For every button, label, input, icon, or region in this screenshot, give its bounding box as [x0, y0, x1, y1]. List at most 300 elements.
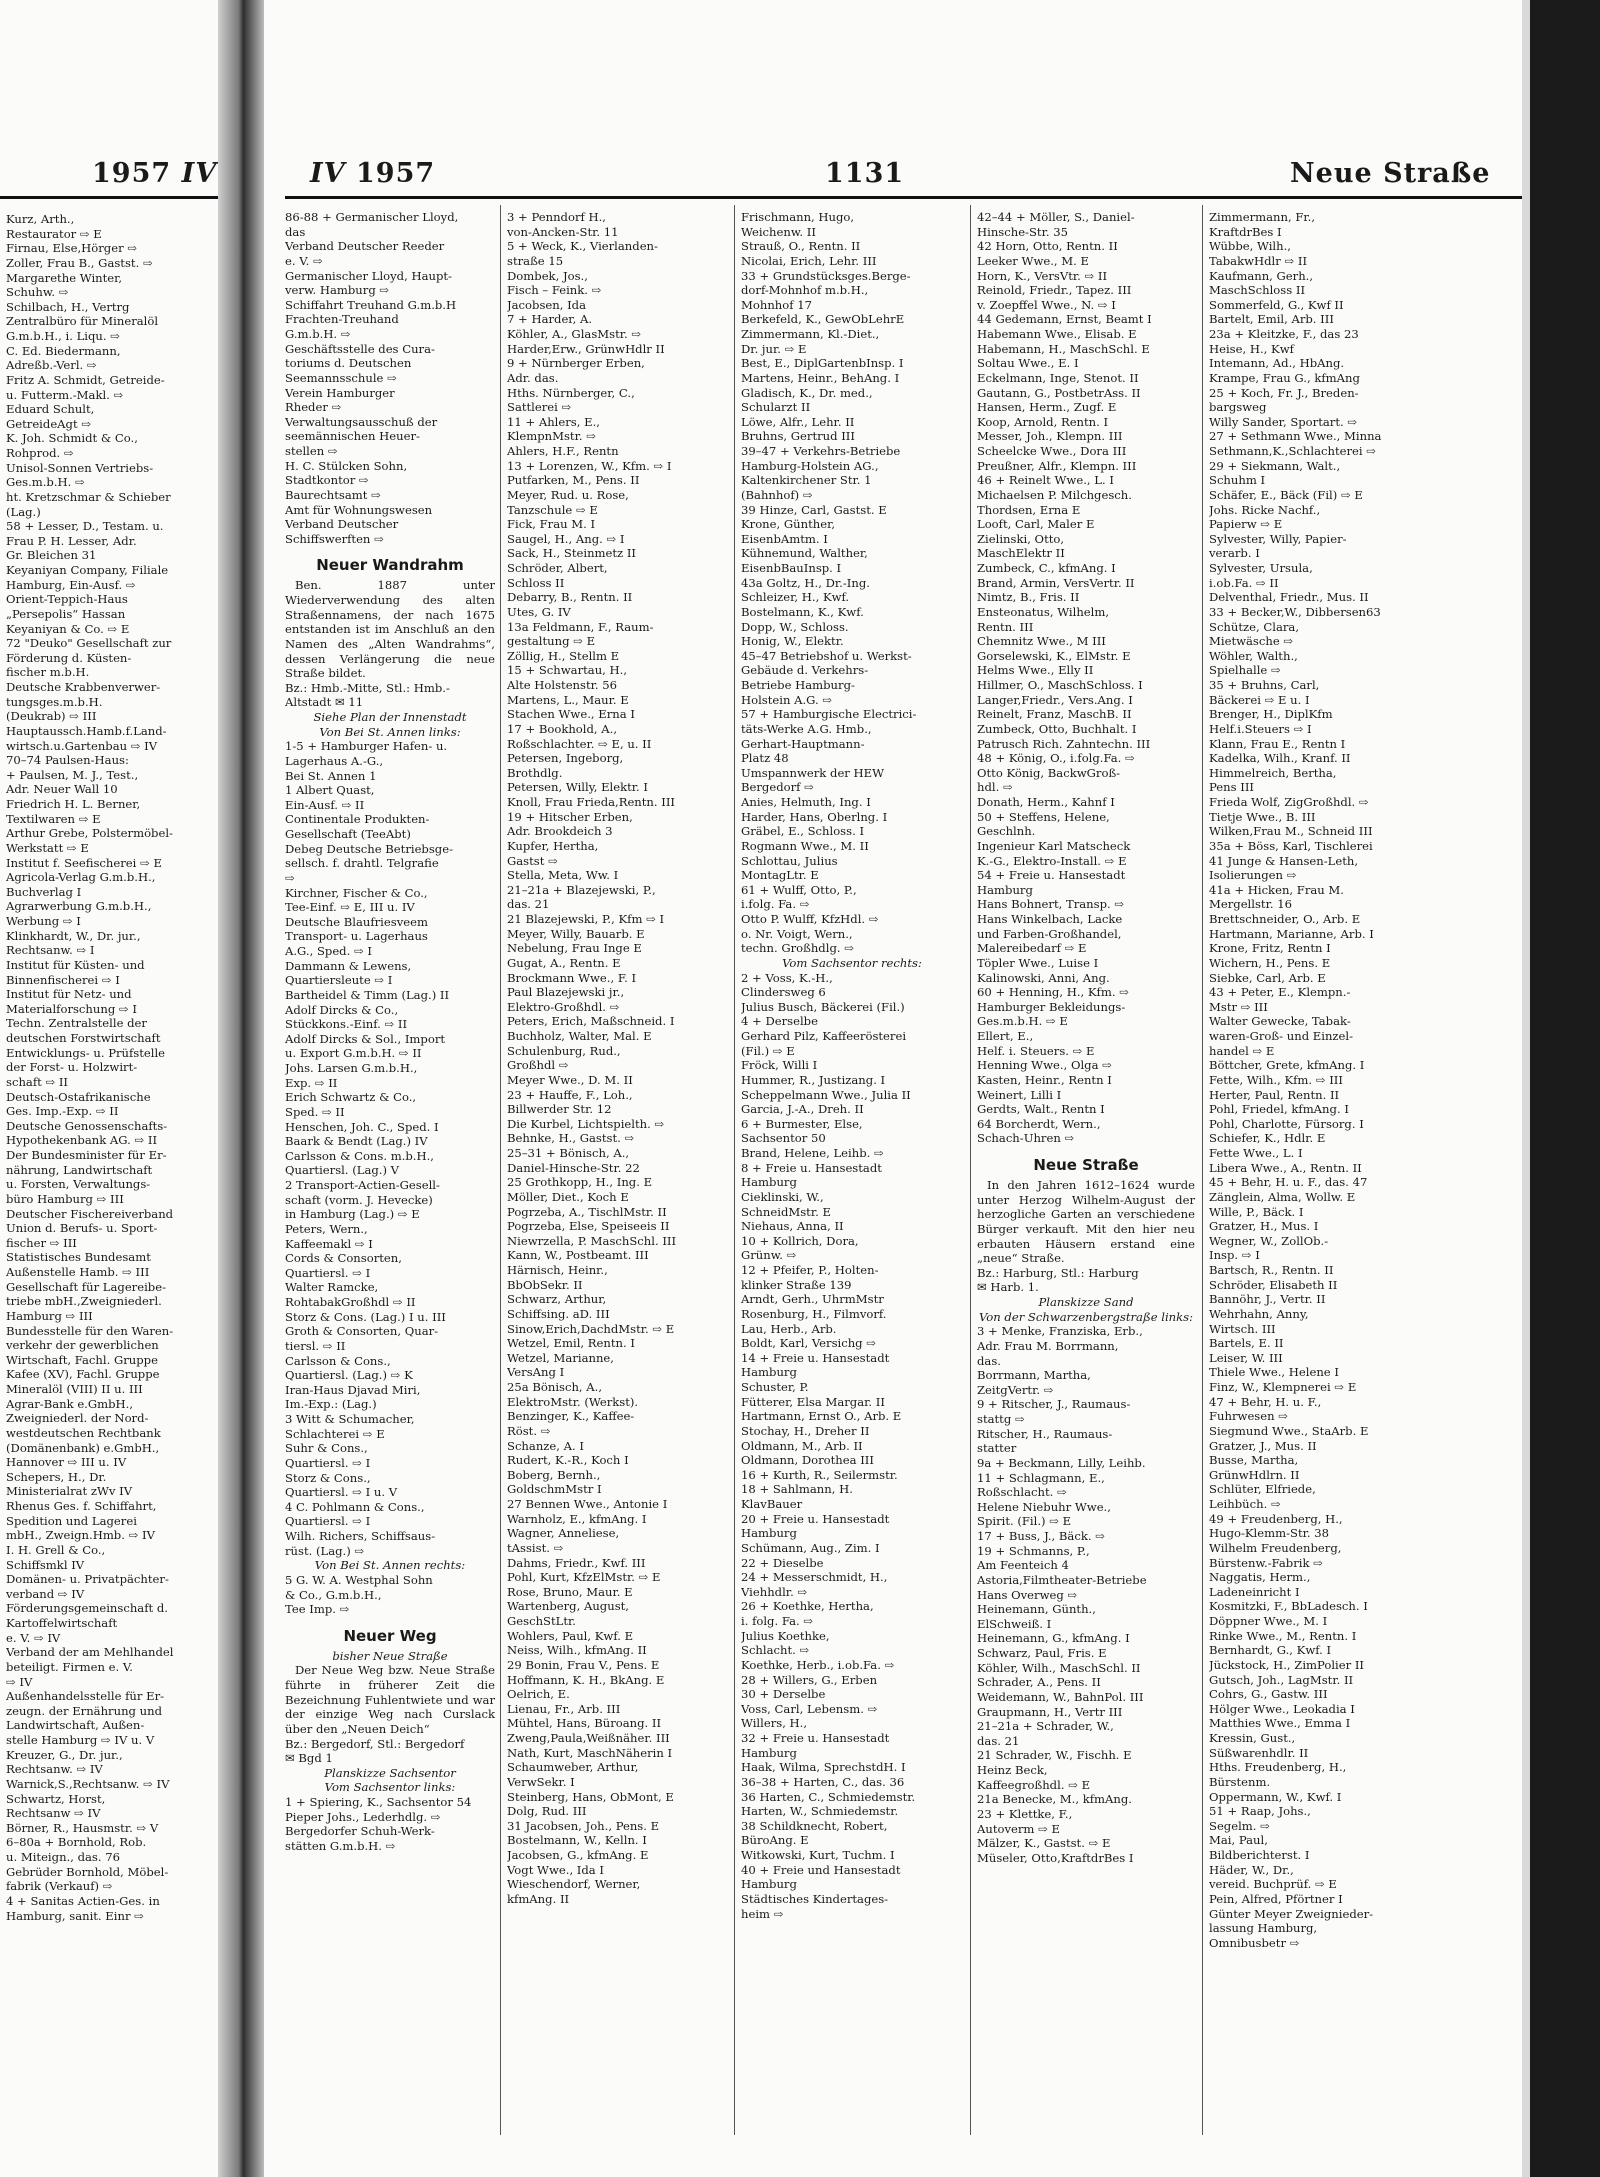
directory-entry: 23 + Hauffe, F., Loh.,	[507, 1087, 633, 1102]
directory-entry: nährung, Landwirtschaft	[6, 1162, 153, 1177]
directory-entry: 49 + Freudenberg, H.,	[1209, 1511, 1343, 1526]
column-divider	[1202, 205, 1203, 2135]
directory-entry: Krampe, Frau G., kfmAng	[1209, 370, 1360, 385]
section-note: Vom Sachsentor rechts:	[782, 955, 922, 970]
directory-entry: Seemannsschule ⇨	[285, 370, 397, 385]
directory-entry: vereid. Buchprüf. ⇨ E	[1209, 1877, 1337, 1892]
directory-entry: KlavBauer	[741, 1497, 803, 1511]
directory-entry: Stachen Wwe., Erna I	[507, 707, 635, 722]
directory-entry: Röst. ⇨	[507, 1423, 551, 1438]
directory-entry: Autoverm ⇨ E	[977, 1821, 1060, 1836]
directory-entry: Schlachterei ⇨ E	[285, 1426, 385, 1441]
directory-entry: Carlsson & Cons. m.b.H.,	[285, 1148, 434, 1163]
directory-entry: Restaurator ⇨ E	[6, 226, 102, 241]
directory-entry: Busse, Martha,	[1209, 1453, 1299, 1468]
directory-entry: v. Zoepffel Wwe., N. ⇨ I	[977, 297, 1116, 312]
directory-entry: Gerhard Pilz, Kaffeerösterei	[741, 1029, 907, 1043]
directory-entry: Wagner, Anneliese,	[507, 1526, 620, 1541]
directory-entry: Schwartz, Horst,	[6, 1791, 106, 1806]
directory-entry: Fuhrwesen ⇨	[1209, 1409, 1288, 1424]
directory-entry: Arndt, Gerh., UhrmMstr	[741, 1292, 884, 1307]
column-1	[285, 210, 495, 2130]
directory-entry: Germanischer Lloyd, Haupt-	[285, 268, 452, 283]
directory-entry: Hugo-Klemm-Str. 38	[1209, 1526, 1330, 1541]
left-header-rule	[0, 196, 218, 199]
directory-entry: Orient-Teppich-Haus	[6, 592, 128, 607]
directory-entry: Firnau, Else,Hörger ⇨	[6, 241, 138, 256]
directory-entry: Statistisches Bundesamt	[6, 1250, 151, 1265]
directory-entry: Debeg Deutsche Betriebsge-	[285, 841, 454, 856]
directory-entry: Hauptaussch.Hamb.f.Land-	[6, 723, 167, 738]
directory-entry: Köhler, Wilh., MaschSchl. II	[977, 1660, 1141, 1675]
directory-entry: Meyer, Rud. u. Rose,	[507, 487, 629, 502]
directory-entry: Wilken,Frau M., Schneid III	[1209, 824, 1373, 839]
directory-entry: Kaltenkirchener Str. 1	[741, 473, 872, 488]
directory-entry: Habemann Wwe., Elisab. E	[977, 327, 1137, 341]
directory-entry: Bartheidel & Timm (Lag.) II	[285, 987, 450, 1002]
directory-entry: BbObSekr. II	[507, 1277, 583, 1292]
directory-entry: Union d. Berufs- u. Sport-	[6, 1221, 158, 1236]
directory-entry: Sped. ⇨ II	[285, 1104, 345, 1119]
directory-entry: u. Export G.m.b.H. ⇨ II	[285, 1046, 422, 1061]
directory-entry: „Persepolis“ Hassan	[6, 606, 126, 621]
directory-entry: Wetzel, Emil, Rentn. I	[507, 1336, 635, 1351]
directory-entry: Frachten-Treuhand	[285, 312, 399, 327]
directory-entry: 58 + Lesser, D., Testam. u.	[6, 519, 164, 534]
street-heading: Neue Straße	[1033, 1156, 1139, 1174]
directory-entry: Rohprod. ⇨	[6, 446, 74, 460]
directory-entry: I. H. Grell & Co.,	[6, 1542, 106, 1557]
directory-entry: 35 + Bruhns, Carl,	[1209, 678, 1320, 692]
directory-entry: Neiss, Wilh., kfmAng. II	[507, 1643, 647, 1658]
directory-entry: Zoller, Frau B., Gastst. ⇨	[6, 255, 153, 270]
directory-entry: Brenger, H., DiplKfm	[1209, 707, 1333, 722]
directory-entry: 24 + Messerschmidt, H.,	[741, 1570, 888, 1585]
directory-entry: Schütze, Clara,	[1209, 619, 1299, 634]
directory-entry: Wieschendorf, Werner,	[507, 1877, 641, 1892]
directory-entry: Ellert, E.,	[977, 1029, 1034, 1043]
directory-entry: Meyer Wwe., D. M. II	[507, 1072, 633, 1087]
directory-entry: lassung Hamburg,	[1209, 1921, 1318, 1936]
directory-entry: Gebäude d. Verkehrs-	[741, 663, 869, 678]
directory-entry: Boberg, Bernh.,	[507, 1467, 601, 1482]
directory-entry: KraftdrBes I	[1209, 224, 1282, 239]
directory-entry: Koethke, Herb., i.ob.Fa. ⇨	[741, 1657, 895, 1672]
directory-entry: Iran-Haus Djavad Miri,	[285, 1382, 421, 1397]
section-note: Planskizze Sachsentor	[324, 1765, 456, 1780]
directory-entry: Klann, Frau E., Rentn I	[1209, 736, 1346, 751]
directory-entry: Bürstenm.	[1209, 1774, 1271, 1789]
directory-entry: 27 Bennen Wwe., Antonie I	[507, 1497, 668, 1511]
directory-entry: Kühnemund, Walther,	[741, 546, 868, 561]
directory-entry: Schwarz, Paul, Fris. E	[977, 1646, 1107, 1660]
directory-entry: Putfarken, M., Pens. II	[507, 473, 640, 488]
directory-entry: Gerhart-Hauptmann-	[741, 736, 865, 751]
directory-entry: Berkefeld, K., GewObLehrE	[741, 312, 905, 327]
directory-entry: Benzinger, K., Kaffee-	[507, 1409, 635, 1424]
directory-entry: Rheder ⇨	[285, 400, 342, 415]
directory-entry: Gr. Bleichen 31	[6, 548, 97, 563]
directory-entry: Mohnhof 17	[741, 297, 812, 312]
directory-entry: H. C. Stülcken Sohn,	[285, 458, 408, 473]
directory-entry: Ges.m.b.H. ⇨	[6, 475, 85, 490]
directory-entry: Brockmann Wwe., F. I	[507, 970, 637, 985]
directory-entry: Malereibedarf ⇨ E	[977, 941, 1087, 956]
directory-entry: Kupfer, Hertha,	[507, 838, 599, 853]
directory-entry: Matthies Wwe., Emma I	[1209, 1716, 1351, 1731]
directory-entry: 48 + König, O., i.folg.Fa. ⇨	[977, 751, 1135, 766]
directory-entry: Im.-Exp.: (Lag.)	[285, 1397, 377, 1412]
directory-entry: Pein, Alfred, Pförtner I	[1209, 1891, 1343, 1906]
directory-entry: i.folg. Fa. ⇨	[741, 897, 810, 912]
directory-entry: Schach-Uhren ⇨	[977, 1131, 1075, 1146]
directory-entry: Anies, Helmuth, Ing. I	[741, 795, 871, 809]
directory-entry: Martens, Heinr., BehAng. I	[741, 370, 900, 385]
directory-entry: Reinelt, Franz, MaschB. II	[977, 707, 1132, 722]
directory-entry: verband ⇨ IV	[6, 1586, 85, 1601]
directory-entry: Hansen, Herm., Zugf. E	[977, 400, 1117, 415]
directory-entry: Paul Blazejewski jr.,	[507, 985, 625, 1000]
directory-entry: ⇨ IV	[6, 1674, 33, 1689]
directory-entry: 20 + Freie u. Hansestadt	[741, 1511, 890, 1526]
directory-entry: 17 + Buss, J., Bäck. ⇨	[977, 1529, 1105, 1543]
directory-entry: 6 + Burmester, Else,	[741, 1116, 863, 1131]
section-note: Von Bei St. Annen links:	[319, 724, 461, 739]
directory-entry: Frischmann, Hugo,	[741, 210, 855, 224]
directory-entry: Deutsch-Ostafrikanische	[6, 1089, 151, 1104]
directory-entry: Rose, Bruno, Maur. E	[507, 1584, 633, 1599]
directory-entry: Fröck, Willi I	[741, 1058, 818, 1073]
directory-entry: Garcia, J.-A., Dreh. II	[741, 1102, 864, 1117]
directory-entry: Wetzel, Marianne,	[507, 1350, 614, 1365]
directory-entry: 43 + Peter, E., Klempn.-	[1209, 985, 1351, 1000]
directory-entry: Clindersweg 6	[741, 985, 826, 1000]
directory-entry: techn. Großhdlg. ⇨	[741, 941, 854, 956]
directory-entry: Schulenburg, Rud.,	[507, 1043, 621, 1058]
directory-entry: Kressin, Gust.,	[1209, 1731, 1296, 1745]
directory-entry: Margarethe Winter,	[6, 270, 123, 285]
directory-entry: Holstein A.G. ⇨	[741, 692, 833, 707]
directory-entry: Mietwäsche ⇨	[1209, 634, 1294, 649]
directory-entry: (Fil.) ⇨ E	[741, 1043, 795, 1058]
directory-entry: Zänglein, Alma, Wollw. E	[1209, 1189, 1356, 1204]
directory-entry: Schilbach, H., Vertrg	[6, 299, 130, 314]
directory-entry: i. folg. Fa. ⇨	[741, 1614, 814, 1628]
directory-entry: seemännischen Heuer-	[285, 429, 420, 444]
directory-entry: Häder, W., Dr.,	[1209, 1862, 1294, 1877]
directory-entry: Verband der am Mehlhandel	[6, 1645, 174, 1660]
directory-entry: Sachsentor 50	[741, 1131, 826, 1146]
directory-entry: 23a + Kleitzke, F., das 23	[1209, 327, 1359, 341]
directory-entry: 23 + Klettke, F.,	[977, 1806, 1073, 1821]
directory-entry: Wirtsch. III	[1209, 1321, 1276, 1336]
directory-entry: 42 Horn, Otto, Rentn. II	[977, 239, 1118, 254]
directory-entry: Adreßb.-Verl. ⇨	[6, 358, 97, 373]
directory-entry: Soltau Wwe., E. I	[977, 356, 1079, 371]
directory-entry: tiersl. ⇨ II	[285, 1338, 346, 1353]
directory-entry: Außenstelle Hamb. ⇨ III	[6, 1265, 150, 1279]
directory-entry: 41 Junge & Hansen-Leth,	[1209, 853, 1359, 868]
directory-entry: Kurz, Arth.,	[6, 212, 75, 226]
directory-entry: 41a + Hicken, Frau M.	[1209, 882, 1344, 897]
directory-entry: Hamburg	[977, 882, 1033, 897]
directory-entry: Oppermann, W., Kwf. I	[1209, 1789, 1342, 1804]
directory-entry: (Deukrab) ⇨ III	[6, 709, 97, 724]
directory-entry: Bernhardt, G., Kwf. I	[1209, 1643, 1332, 1658]
directory-entry: hdl. ⇨	[977, 780, 1013, 795]
directory-entry: Habemann, H., MaschSchl. E	[977, 341, 1150, 356]
running-head-left: IV 1957	[310, 158, 436, 189]
directory-entry: Döppner Wwe., M. I	[1209, 1614, 1328, 1628]
directory-entry: Buchholz, Walter, Mal. E	[507, 1029, 652, 1043]
directory-entry: Der Bundesminister für Er-	[6, 1148, 167, 1162]
directory-entry: 31 Jacobsen, Joh., Pens. E	[507, 1818, 660, 1833]
directory-entry: Daniel-Hinsche-Str. 22	[507, 1160, 640, 1175]
directory-entry: Mergellstr. 16	[1209, 897, 1292, 912]
left-running-head: 1957 IV	[92, 158, 218, 189]
directory-entry: Kafee (XV), Fachl. Gruppe	[6, 1367, 160, 1382]
directory-entry: Tee Imp. ⇨	[285, 1602, 350, 1617]
directory-entry: Töpler Wwe., Luise I	[977, 955, 1099, 970]
directory-entry: Hamburg	[741, 1877, 797, 1892]
left-page-column	[6, 212, 216, 2152]
directory-entry: Hillmer, O., MaschSchloss. I	[977, 678, 1143, 692]
directory-entry: Pogrzeba, Else, Speiseeis II	[507, 1219, 670, 1234]
directory-entry: Schrader, A., Pens. II	[977, 1675, 1101, 1690]
directory-entry: Geschäftsstelle des Cura-	[285, 341, 435, 356]
directory-entry: o. Nr. Voigt, Wern.,	[741, 926, 853, 941]
directory-entry: Adr. Brookdeich 3	[507, 824, 613, 839]
directory-entry: 4 + Sanitas Actien-Ges. in	[6, 1893, 160, 1908]
section-note: bisher Neue Straße	[332, 1648, 448, 1663]
directory-entry: Hamburg	[741, 1526, 797, 1541]
directory-entry: heim ⇨	[741, 1906, 784, 1921]
directory-entry: Bergedorfer Schuh-Werk-	[285, 1824, 435, 1839]
directory-entry: GetreideAgt ⇨	[6, 416, 92, 431]
directory-entry: Heise, H., Kwf	[1209, 341, 1294, 356]
directory-entry: Leeker Wwe., M. E	[977, 253, 1089, 268]
directory-entry: u. Forsten, Verwaltungs-	[6, 1177, 151, 1192]
directory-entry: Intemann, Ad., HbAng.	[1209, 356, 1345, 371]
directory-entry: Adolf Dircks & Sol., Import	[285, 1031, 446, 1046]
directory-entry: Lienau, Fr., Arb. III	[507, 1701, 621, 1716]
directory-entry: Helf.i.Steuers ⇨ I	[1209, 721, 1312, 736]
directory-entry: Die Kurbel, Lichtspielth. ⇨	[507, 1116, 665, 1131]
directory-entry: (Bahnhof) ⇨	[741, 487, 813, 502]
column-divider	[500, 205, 501, 2135]
directory-entry: Werbung ⇨ I	[6, 914, 81, 928]
directory-entry: 64 Borcherdt, Wern.,	[977, 1116, 1101, 1131]
directory-entry: Viehhdlr. ⇨	[741, 1584, 808, 1599]
directory-entry: Mühtel, Hans, Büroang. II	[507, 1716, 662, 1731]
directory-entry: Mälzer, K., Gastst. ⇨ E	[977, 1836, 1111, 1851]
directory-entry: Landwirtschaft, Außen-	[6, 1718, 145, 1733]
directory-entry: deutschen Forstwirtschaft	[6, 1031, 161, 1045]
directory-entry: Geschlnh.	[977, 824, 1036, 839]
directory-entry: Mai, Paul,	[1209, 1833, 1268, 1848]
directory-entry: Schloss II	[507, 575, 565, 590]
directory-entry: 17 + Bookhold, A.,	[507, 721, 618, 736]
directory-entry: Börner, R., Hausmstr. ⇨ V	[6, 1820, 159, 1835]
directory-entry: verarb. I	[1209, 546, 1260, 561]
directory-entry: Continentale Produkten-	[285, 812, 430, 827]
directory-entry: Keyaniyan & Co. ⇨ E	[6, 621, 130, 636]
directory-entry: Schiefer, K., Hdlr. E	[1209, 1131, 1326, 1146]
directory-entry: Borrmann, Martha,	[977, 1368, 1091, 1383]
directory-entry: Willers, H.,	[741, 1716, 808, 1731]
directory-entry: 1 + Spiering, K., Sachsentor 54	[285, 1795, 472, 1809]
directory-entry: Bergedorf ⇨	[741, 780, 814, 795]
directory-entry: Cieklinski, W.,	[741, 1189, 824, 1204]
directory-entry: 12 + Pfeifer, P., Holten-	[741, 1263, 879, 1277]
directory-entry: Schäfer, E., Bäck (Fil) ⇨ E	[1209, 487, 1363, 502]
directory-entry: Böttcher, Grete, kfmAng. I	[1209, 1058, 1365, 1073]
directory-entry: Petersen, Ingeborg,	[507, 751, 624, 766]
directory-entry: 2 + Voss, K.-H.,	[741, 970, 833, 985]
directory-entry: Hummer, R., Justizang. I	[741, 1072, 886, 1087]
directory-entry: Zumbeck, Otto, Buchhalt. I	[977, 721, 1137, 736]
directory-entry: K.-G., Elektro-Install. ⇨ E	[977, 853, 1127, 868]
directory-entry: Delventhal, Friedr., Mus. II	[1209, 590, 1369, 605]
directory-entry: Schaumweber, Arthur,	[507, 1760, 639, 1775]
directory-entry: Oldmann, M., Arb. II	[741, 1438, 863, 1453]
directory-entry: Alte Holstenstr. 56	[507, 678, 618, 692]
directory-entry: 35a + Böss, Karl, Tischlerei	[1209, 838, 1373, 853]
directory-entry: Hartmann, Marianne, Arb. I	[1209, 926, 1374, 941]
directory-entry: Oldmann, Dorothea III	[741, 1453, 874, 1468]
directory-entry: Fette, Wilh., Kfm. ⇨ III	[1209, 1072, 1343, 1087]
directory-entry: Keyaniyan Company, Filiale	[6, 563, 169, 577]
directory-entry: Bostelmann, K., Kwf.	[741, 604, 864, 619]
directory-entry: Bannöhr, J., Vertr. II	[1209, 1292, 1326, 1307]
directory-entry: Mineralöl (VIII) II u. III	[6, 1382, 143, 1396]
directory-entry: Kirchner, Fischer & Co.,	[285, 885, 428, 900]
directory-entry: Helene Niebuhr Wwe.,	[977, 1499, 1111, 1514]
directory-entry: Best, E., DiplGartenbInsp. I	[741, 356, 904, 371]
directory-entry: Wegner, W., ZollOb.-	[1209, 1233, 1329, 1248]
directory-entry: Kalinowski, Anni, Ang.	[977, 970, 1110, 985]
directory-entry: handel ⇨ E	[1209, 1043, 1275, 1058]
directory-entry: Schiffswerften ⇨	[285, 531, 384, 546]
directory-entry: 13a Feldmann, F., Raum-	[507, 619, 654, 634]
section-note: Planskizze Sand	[1038, 1295, 1134, 1309]
directory-entry: Gesellschaft (TeeAbt)	[285, 827, 411, 841]
directory-entry: stattg ⇨	[977, 1412, 1025, 1426]
directory-entry: Spirit. (Fil.) ⇨ E	[977, 1514, 1072, 1529]
directory-entry: 50 + Steffens, Helene,	[977, 809, 1110, 824]
directory-entry: 25 Grothkopp, H., Ing. E	[507, 1175, 653, 1190]
directory-entry: Kartoffelwirtschaft	[6, 1616, 118, 1630]
directory-entry: Tanzschule ⇨ E	[507, 502, 598, 517]
directory-entry: Schwarz, Arthur,	[507, 1292, 607, 1307]
directory-entry: sellsch. f. drahtl. Telgrafie	[285, 856, 439, 871]
directory-entry: Müseler, Otto,KraftdrBes I	[977, 1850, 1134, 1865]
directory-entry: ht. Kretzschmar & Schieber	[6, 489, 171, 504]
directory-entry: Jacobsen, G., kfmAng. E	[507, 1848, 649, 1862]
directory-entry: Gutsch, Joh., LagMstr. II	[1209, 1672, 1354, 1687]
directory-entry: Brand, Armin, VersVertr. II	[977, 575, 1135, 590]
directory-entry: Rosenburg, H., Filmvorf.	[741, 1306, 887, 1321]
directory-entry: RohtabakGroßhdl ⇨ II	[285, 1295, 416, 1309]
directory-entry: Werkstatt ⇨ E	[6, 840, 89, 855]
directory-entry: Großhdl ⇨	[507, 1058, 569, 1073]
directory-entry: Ahlers, H.F., Rentn	[507, 444, 619, 458]
directory-entry: westdeutschen Rechtbank	[6, 1425, 161, 1440]
directory-entry: Ges. Imp.-Exp. ⇨ II	[6, 1104, 119, 1119]
directory-entry: Hamburg-Holstein AG.,	[741, 458, 879, 473]
directory-entry: Willy Sander, Sportart. ⇨	[1209, 414, 1358, 429]
directory-entry: Günter Meyer Zweignieder-	[1209, 1906, 1374, 1921]
directory-entry: Fritz A. Schmidt, Getreide-	[6, 372, 165, 387]
directory-entry: Kosmitzki, F., BbLadesch. I	[1209, 1599, 1368, 1614]
directory-entry: Dammann & Lewens,	[285, 958, 412, 973]
directory-entry: Hinsche-Str. 35	[977, 224, 1068, 239]
directory-entry: Segelm. ⇨	[1209, 1818, 1270, 1833]
directory-entry: 2 Transport-Actien-Gesell-	[285, 1178, 440, 1192]
directory-entry: 36 Harten, C., Schmiedemstr.	[741, 1789, 916, 1804]
directory-entry: Löwe, Alfr., Lehr. II	[741, 414, 855, 429]
directory-entry: Peters, Erich, Maßschneid. I	[507, 1014, 675, 1029]
directory-entry: Bäckerei ⇨ E u. I	[1209, 692, 1310, 707]
directory-entry: Omnibusbetr ⇨	[1209, 1935, 1300, 1950]
directory-entry: Hamburg, sanit. Einr ⇨	[6, 1908, 144, 1923]
directory-entry: 30 + Derselbe	[741, 1687, 826, 1702]
directory-entry: dorf-Mohnhof m.b.H.,	[741, 283, 869, 298]
directory-entry: Hamburg, Ein-Ausf. ⇨	[6, 577, 136, 592]
section-note: Von der Schwarzenbergstraße links:	[978, 1309, 1194, 1324]
directory-entry: Schiffahrt Treuhand G.m.b.H	[285, 297, 457, 312]
directory-entry: 25a Bönisch, A.,	[507, 1380, 603, 1394]
directory-entry: 70–74 Paulsen-Haus:	[6, 753, 129, 768]
directory-entry: Ministerialrat zWv IV	[6, 1484, 133, 1499]
column-divider	[734, 205, 735, 2135]
directory-entry: 26 + Koethke, Hertha,	[741, 1599, 874, 1614]
directory-entry: Bartels, E. II	[1209, 1336, 1284, 1351]
directory-entry: Bostelmann, W., Kelln. I	[507, 1833, 647, 1848]
directory-entry: Hannover ⇨ III u. IV	[6, 1455, 127, 1470]
directory-entry: Rinke Wwe., M., Rentn. I	[1209, 1628, 1357, 1643]
directory-entry: Kadelka, Wilh., Kranf. II	[1209, 751, 1351, 766]
section-note: Vom Sachsentor links:	[324, 1780, 456, 1795]
directory-entry: Rudert, K.-R., Koch I	[507, 1453, 629, 1468]
directory-entry: Steinberg, Hans, ObMont, E	[507, 1789, 674, 1804]
directory-entry: MontagLtr. E	[741, 868, 819, 883]
directory-entry: 6–80a + Bornhold, Rob.	[6, 1835, 147, 1850]
directory-entry: Stella, Meta, Ww. I	[507, 868, 619, 883]
directory-entry: Stochay, H., Dreher II	[741, 1423, 870, 1438]
directory-entry: Schlacht. ⇨	[741, 1643, 810, 1658]
directory-entry: Dahms, Friedr., Kwf. III	[507, 1555, 646, 1570]
directory-entry: Kreuzer, G., Dr. jur.,	[6, 1747, 123, 1762]
directory-entry: Deutsche Krabbenverwer-	[6, 680, 161, 694]
directory-entry: Grünw. ⇨	[741, 1248, 797, 1263]
directory-entry: 21a Benecke, M., kfmAng.	[977, 1792, 1132, 1807]
directory-entry: Niehaus, Anna, II	[741, 1219, 844, 1234]
directory-entry: Kaufmann, Gerh.,	[1209, 268, 1314, 283]
directory-entry: 3 + Menke, Franziska, Erb.,	[977, 1324, 1143, 1339]
street-heading: Neuer Weg	[343, 1626, 437, 1645]
directory-entry: Ingenieur Karl Matscheck	[977, 838, 1131, 853]
directory-entry: Verband Deutscher Reeder	[285, 239, 445, 254]
directory-entry: Brand, Helene, Leihb. ⇨	[741, 1146, 884, 1160]
directory-entry: 32 + Freie u. Hansestadt	[741, 1731, 890, 1745]
directory-entry: Bruhns, Gertrud III	[741, 429, 855, 444]
directory-entry: Messer, Joh., Klempn. III	[977, 429, 1123, 444]
street-history: Ben. 1887 unter Wiederverwendung des alten Straßennamens, der nach 1675 entstanden ist im Anschluß an den Namen des „Alten Wandrahms“, dessen Verlängerung die neue Straße bildet.	[285, 578, 495, 681]
directory-entry: Astoria,Filmtheater-Betriebe	[977, 1572, 1147, 1587]
directory-entry: 19 + Schmanns, P.,	[977, 1543, 1090, 1558]
directory-entry: Henning Wwe., Olga ⇨	[977, 1058, 1112, 1073]
